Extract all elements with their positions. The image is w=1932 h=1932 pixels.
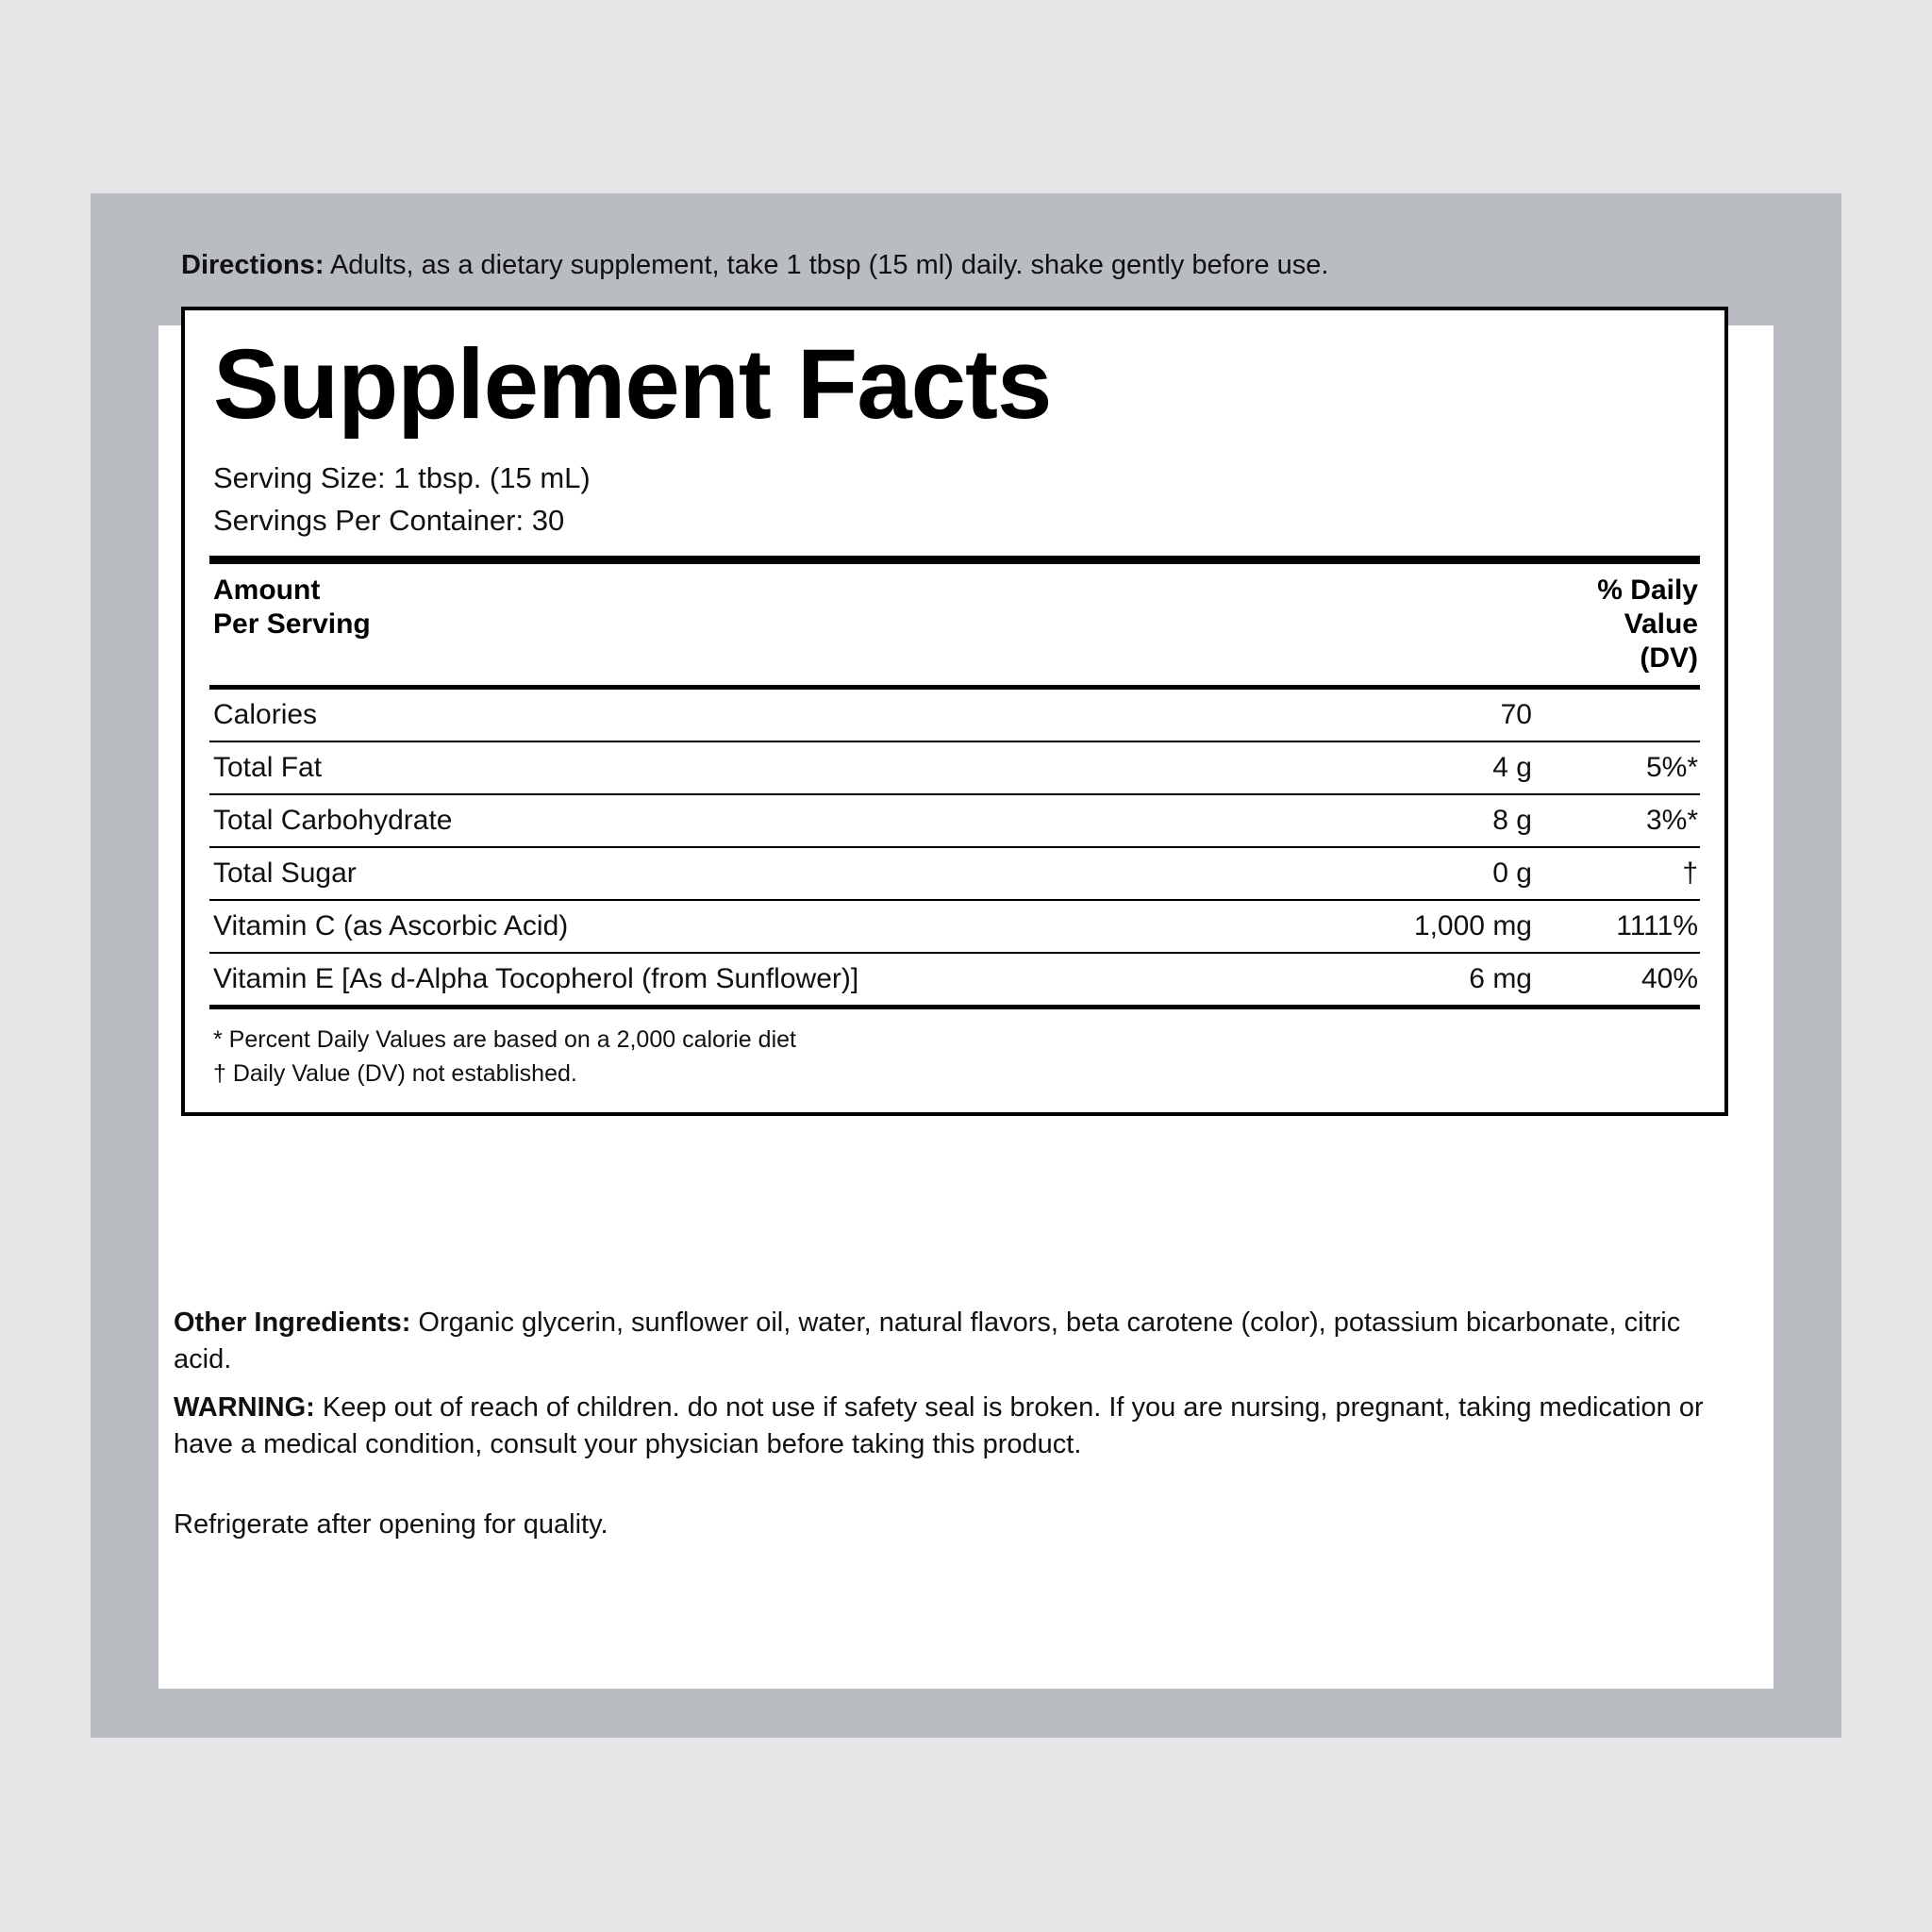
warning-heading: WARNING: xyxy=(174,1392,315,1423)
nutrient-name: Total Sugar xyxy=(209,847,1323,900)
nutrient-dv: 3%* xyxy=(1534,794,1700,847)
amount-per-serving-header xyxy=(213,574,371,675)
nutrient-amount: 8 g xyxy=(1323,794,1534,847)
amount-header-row xyxy=(209,564,1700,685)
nutrient-dv: 40% xyxy=(1534,953,1700,1005)
warning-text: Keep out of reach of children. do not use if safety seal is broken. If you are nursing, pregnant, taking medication or have a medical condition, consult your physician before taking this product. xyxy=(174,1392,1704,1460)
table-row xyxy=(209,847,1700,900)
divider-thick-top xyxy=(209,556,1700,564)
daily-value-header xyxy=(1597,574,1698,675)
nutrient-amount: 6 mg xyxy=(1323,953,1534,1005)
warning-paragraph xyxy=(174,1390,1730,1463)
refrigerate-note: Refrigerate after opening for quality. xyxy=(174,1509,608,1540)
directions-paragraph xyxy=(181,248,1785,284)
amount-header-line2: Per Serving xyxy=(213,608,371,641)
other-ingredients-paragraph xyxy=(174,1305,1730,1378)
divider-under-table xyxy=(209,1005,1700,1009)
nutrient-name: Vitamin C (as Ascorbic Acid) xyxy=(209,900,1323,953)
dv-header-line1: % Daily xyxy=(1597,575,1698,607)
directions-heading: Directions: xyxy=(181,250,325,280)
directions-text: Adults, as a dietary supplement, take 1 tbsp (15 ml) daily. shake gently before use. xyxy=(324,250,1329,280)
label-panel xyxy=(91,193,1841,1738)
nutrients-table xyxy=(209,690,1700,1005)
other-ingredients-text: Organic glycerin, sunflower oil, water, natural flavors, beta carotene (color), potassium bicarbonate, citric acid. xyxy=(174,1307,1681,1375)
nutrient-amount: 70 xyxy=(1500,699,1532,731)
servings-per-container: Servings Per Container: 30 xyxy=(213,504,565,538)
nutrient-name: Calories xyxy=(213,699,318,731)
dv-header-line3: (DV) xyxy=(1640,642,1698,675)
nutrient-dv: 5%* xyxy=(1534,741,1700,794)
nutrient-name: Total Carbohydrate xyxy=(209,794,1323,847)
nutrient-amount: 1,000 mg xyxy=(1323,900,1534,953)
nutrient-dv xyxy=(1534,690,1700,741)
table-row xyxy=(209,953,1700,1005)
footnote-percent-dv: * Percent Daily Values are based on a 2,000 calorie diet xyxy=(213,1026,796,1054)
nutrient-amount: 0 g xyxy=(1323,847,1534,900)
footnote-dagger: † Daily Value (DV) not established. xyxy=(213,1060,577,1088)
serving-size: Serving Size: 1 tbsp. (15 mL) xyxy=(213,461,591,495)
table-row xyxy=(209,900,1700,953)
nutrient-dv: 1111% xyxy=(1534,900,1700,953)
table-row xyxy=(209,690,1700,741)
other-ingredients-heading: Other Ingredients: xyxy=(174,1307,411,1338)
nutrient-amount: 4 g xyxy=(1323,741,1534,794)
supplement-facts-title: Supplement Facts xyxy=(213,329,1052,440)
nutrient-name: Vitamin E [As d-Alpha Tocopherol (from Sunflower)] xyxy=(209,953,1323,1005)
dv-header-line2: Value xyxy=(1624,608,1698,641)
table-row xyxy=(209,741,1700,794)
nutrient-name: Total Fat xyxy=(209,741,1323,794)
nutrient-dv: † xyxy=(1534,847,1700,900)
table-row xyxy=(209,794,1700,847)
supplement-facts-box xyxy=(181,307,1728,1116)
amount-header-line1: Amount xyxy=(213,575,321,607)
footnotes xyxy=(213,1023,1700,1091)
